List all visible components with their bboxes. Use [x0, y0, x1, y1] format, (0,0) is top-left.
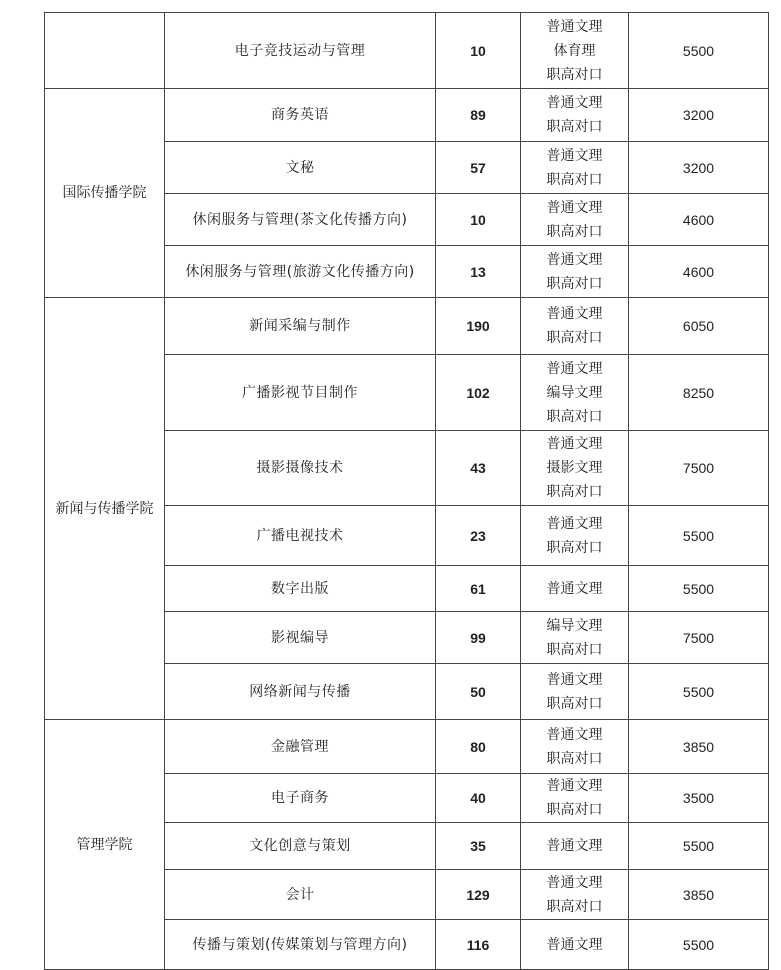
exam-type-line: 普通文理	[546, 515, 603, 532]
college-cell: 新闻与传播学院	[45, 298, 165, 720]
table-row	[45, 89, 769, 142]
tuition-fee-cell: 5500	[629, 566, 769, 612]
exam-type-line: 普通文理	[546, 936, 603, 953]
college-cell: 管理学院	[45, 720, 165, 970]
major-cell: 文秘	[165, 142, 436, 194]
enrollment-count-cell: 61	[436, 566, 521, 612]
exam-type-line: 职高对口	[546, 898, 603, 915]
exam-type-line: 职高对口	[546, 802, 603, 818]
exam-type-line: 职高对口	[546, 695, 603, 712]
tuition-fee-cell: 4600	[629, 194, 769, 246]
tuition-fee-cell: 5500	[629, 920, 769, 970]
tuition-fee-cell: 7500	[629, 612, 769, 664]
enrollment-count-cell: 23	[436, 506, 521, 566]
major-cell: 新闻采编与制作	[165, 298, 436, 355]
enrollment-count-cell: 80	[436, 720, 521, 774]
major-cell: 影视编导	[165, 612, 436, 664]
major-cell: 金融管理	[165, 720, 436, 774]
enrollment-count-cell: 50	[436, 664, 521, 720]
tuition-fee-cell: 5500	[629, 506, 769, 566]
exam-type-line: 普通文理	[546, 726, 603, 743]
exam-type-line: 普通文理	[546, 838, 603, 854]
major-cell: 网络新闻与传播	[165, 664, 436, 720]
exam-type-line: 普通文理	[546, 436, 603, 452]
exam-type-cell	[521, 506, 629, 566]
tuition-fee-cell: 5500	[629, 13, 769, 89]
exam-type-line: 体育理	[553, 42, 596, 59]
tuition-fee-cell: 3500	[629, 774, 769, 823]
tuition-fee-cell: 4600	[629, 246, 769, 298]
major-cell: 摄影摄像技术	[165, 431, 436, 506]
tuition-fee-cell: 3850	[629, 720, 769, 774]
tuition-fee-cell: 6050	[629, 298, 769, 355]
exam-type-cell	[521, 89, 629, 142]
table-row	[45, 720, 769, 774]
tuition-fee-cell: 7500	[629, 431, 769, 506]
exam-type-line: 普通文理	[546, 580, 603, 597]
major-cell: 会计	[165, 870, 436, 920]
exam-type-cell	[521, 823, 629, 870]
exam-type-cell	[521, 612, 629, 664]
exam-type-line: 普通文理	[546, 95, 603, 111]
exam-type-line: 普通文理	[546, 874, 603, 891]
exam-type-cell	[521, 13, 629, 89]
enrollment-count-cell: 129	[436, 870, 521, 920]
exam-type-cell	[521, 720, 629, 774]
exam-type-cell	[521, 774, 629, 823]
enrollment-count-cell: 102	[436, 355, 521, 431]
exam-type-cell	[521, 870, 629, 920]
exam-type-line: 摄影文理	[546, 460, 603, 476]
enrollment-table	[44, 12, 769, 970]
exam-type-cell	[521, 246, 629, 298]
exam-type-line: 职高对口	[546, 484, 603, 500]
table-row	[45, 298, 769, 355]
exam-type-line: 职高对口	[546, 539, 603, 556]
exam-type-cell	[521, 298, 629, 355]
major-cell: 商务英语	[165, 89, 436, 142]
major-cell: 休闲服务与管理(茶文化传播方向)	[165, 194, 436, 246]
enrollment-count-cell: 43	[436, 431, 521, 506]
exam-type-line: 普通文理	[546, 147, 603, 164]
exam-type-line: 普通文理	[546, 199, 603, 216]
table-row	[45, 13, 769, 89]
tuition-fee-cell: 3200	[629, 89, 769, 142]
major-cell: 电子竞技运动与管理	[165, 13, 436, 89]
exam-type-cell	[521, 142, 629, 194]
major-cell: 数字出版	[165, 566, 436, 612]
enrollment-count-cell: 116	[436, 920, 521, 970]
exam-type-line: 职高对口	[546, 223, 603, 240]
exam-type-line: 编导文理	[546, 384, 603, 401]
exam-type-line: 职高对口	[546, 330, 603, 346]
major-cell: 广播电视技术	[165, 506, 436, 566]
enrollment-count-cell: 57	[436, 142, 521, 194]
exam-type-line: 职高对口	[546, 641, 603, 658]
enrollment-count-cell: 190	[436, 298, 521, 355]
exam-type-line: 普通文理	[546, 778, 603, 794]
exam-type-cell	[521, 664, 629, 720]
exam-type-cell	[521, 920, 629, 970]
exam-type-cell	[521, 431, 629, 506]
exam-type-line: 职高对口	[546, 275, 603, 292]
exam-type-line: 普通文理	[546, 306, 603, 322]
exam-type-cell	[521, 194, 629, 246]
tuition-fee-cell: 5500	[629, 664, 769, 720]
exam-type-line: 职高对口	[546, 66, 603, 83]
major-cell: 电子商务	[165, 774, 436, 823]
enrollment-count-cell: 35	[436, 823, 521, 870]
major-cell: 广播影视节目制作	[165, 355, 436, 431]
exam-type-line: 普通文理	[546, 671, 603, 688]
exam-type-line: 普通文理	[546, 360, 603, 377]
tuition-fee-cell: 3850	[629, 870, 769, 920]
college-cell: 国际传播学院	[45, 89, 165, 298]
enrollment-count-cell: 10	[436, 194, 521, 246]
enrollment-count-cell: 10	[436, 13, 521, 89]
exam-type-line: 编导文理	[546, 617, 603, 634]
tuition-fee-cell: 3200	[629, 142, 769, 194]
major-cell: 传播与策划(传媒策划与管理方向)	[165, 920, 436, 970]
enrollment-count-cell: 89	[436, 89, 521, 142]
enrollment-count-cell: 99	[436, 612, 521, 664]
tuition-fee-cell: 5500	[629, 823, 769, 870]
enrollment-count-cell: 13	[436, 246, 521, 298]
major-cell: 文化创意与策划	[165, 823, 436, 870]
exam-type-line: 职高对口	[546, 750, 603, 767]
table-body	[45, 13, 769, 970]
enrollment-count-cell: 40	[436, 774, 521, 823]
exam-type-cell	[521, 355, 629, 431]
exam-type-line: 普通文理	[546, 18, 603, 35]
college-cell	[45, 13, 165, 89]
exam-type-line: 普通文理	[546, 251, 603, 268]
exam-type-line: 职高对口	[546, 408, 603, 425]
tuition-fee-cell: 8250	[629, 355, 769, 431]
exam-type-cell	[521, 566, 629, 612]
exam-type-line: 职高对口	[546, 171, 603, 188]
major-cell: 休闲服务与管理(旅游文化传播方向)	[165, 246, 436, 298]
exam-type-line: 职高对口	[546, 119, 603, 135]
